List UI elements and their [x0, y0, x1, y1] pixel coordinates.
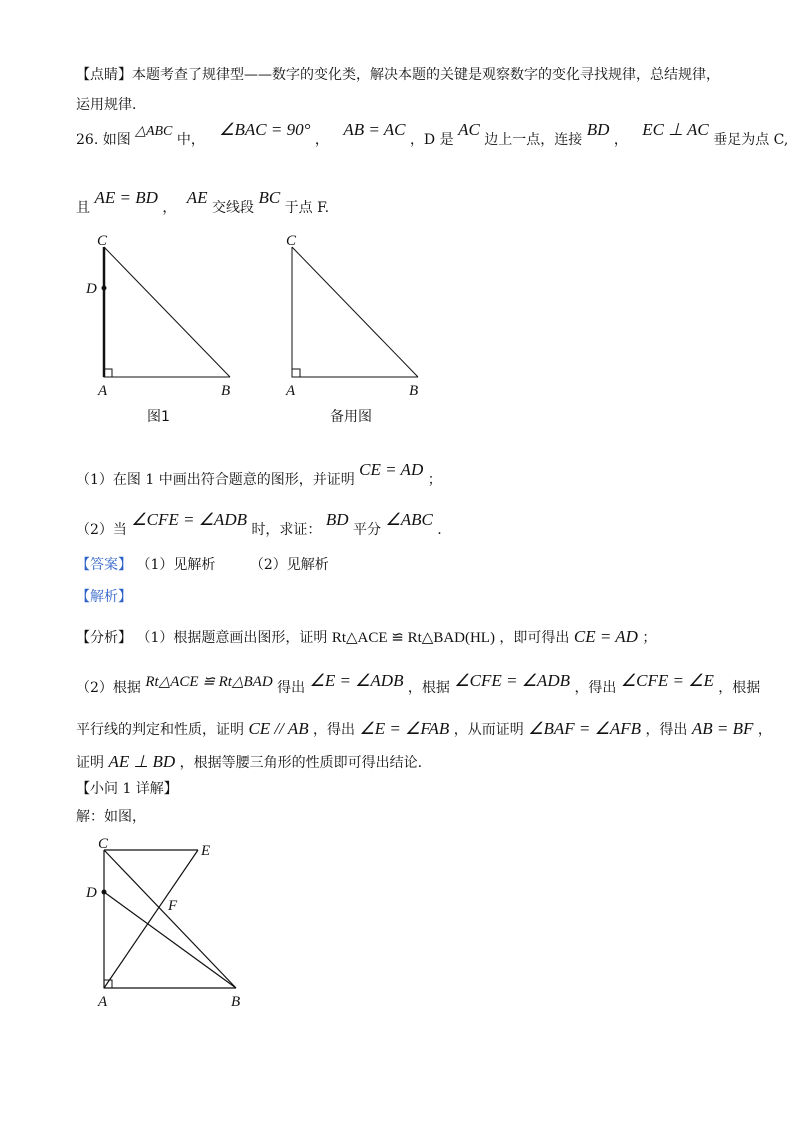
label-b: B [409, 383, 419, 399]
label-c: C [98, 836, 109, 852]
segment-ae [104, 850, 198, 988]
label-d: D [86, 281, 97, 297]
triangle-abc: △ABC [135, 124, 173, 139]
label-a: A [98, 994, 108, 1010]
label-c: C [286, 233, 297, 249]
label-e: E [201, 843, 211, 859]
ec-perp-ac: EC ⊥ AC [642, 120, 709, 139]
problem-statement-line-1: 26. 如图 △ABC 中， ∠BAC = 90° ， AB = AC ，D 是 AC 边上一点，连接 BD ， EC ⊥ AC 垂足为点 C, [76, 120, 789, 148]
angle-bac-eq: ∠BAC = 90° [219, 120, 311, 139]
label-a: A [286, 383, 296, 399]
segment-cb [104, 850, 236, 988]
ae-eq-bd: AE = BD [94, 188, 158, 207]
point-d [102, 890, 107, 895]
question-1: （1）在图 1 中画出符合题意的图形，并证明 CE = AD ； [76, 460, 442, 488]
analysis-line-4: 证明 AE ⊥ BD ，根据等腰三角形的性质即可得出结论. [76, 752, 423, 771]
figure-1 [84, 232, 244, 432]
label-d: D [86, 885, 97, 901]
analysis-tag: 【分析】 [76, 630, 132, 646]
analysis-line-1: 【分析】 （1）根据题意画出图形，证明 Rt△ACE ≌ Rt△BAD(HL) ，即可得出 CE = AD ； [76, 627, 657, 646]
solution-intro: 解：如图， [76, 809, 146, 825]
tip-line-1: 【点睛】本题考查了规律型——数字的变化类，解决本题的关键是观察数字的变化寻找规律，总结规律， [76, 67, 720, 83]
figure-1-caption: 图1 [147, 409, 170, 425]
analysis-line-2: （2）根据 Rt△ACE ≌ Rt△BAD 得出 ∠E = ∠ADB ，根据 ∠CFE = ∠ADB ，得出 ∠CFE = ∠E ，根据 [76, 671, 761, 696]
label-f: F [168, 898, 178, 914]
label-b: B [231, 994, 241, 1010]
label-b: B [221, 383, 231, 399]
ab-eq-ac: AB = AC [343, 120, 406, 139]
analysis-line-3: 平行线的判定和性质，证明 CE // AB ，得出 ∠E = ∠FAB ，从而证明 ∠BAF = ∠AFB ，得出 AB = BF ， [76, 719, 772, 738]
answer-line: 【答案】 （1）见解析 （2）见解析 [76, 557, 329, 573]
question-2: （2）当 ∠CFE = ∠ADB 时，求证： BD 平分 ∠ABC . [76, 510, 442, 538]
problem-number: 26. 如图 [76, 132, 131, 148]
figure-backup-caption: 备用图 [330, 409, 372, 425]
tip-line-2: 运用规律． [76, 97, 146, 113]
segment-cb [292, 247, 418, 377]
point-d [102, 286, 107, 291]
segment-cb [104, 247, 230, 377]
right-angle-mark [292, 369, 300, 377]
jiexi-tag: 【解析】 [76, 589, 132, 605]
answer-tag: 【答案】 [76, 557, 132, 573]
problem-statement-line-2: 且 AE = BD ， AE 交线段 BC 于点 F. [76, 188, 330, 216]
figure-backup [272, 232, 442, 432]
label-a: A [98, 383, 108, 399]
label-c: C [97, 233, 108, 249]
solution-figure [84, 836, 264, 1016]
detail-tag: 【小问 1 详解】 [76, 781, 178, 797]
